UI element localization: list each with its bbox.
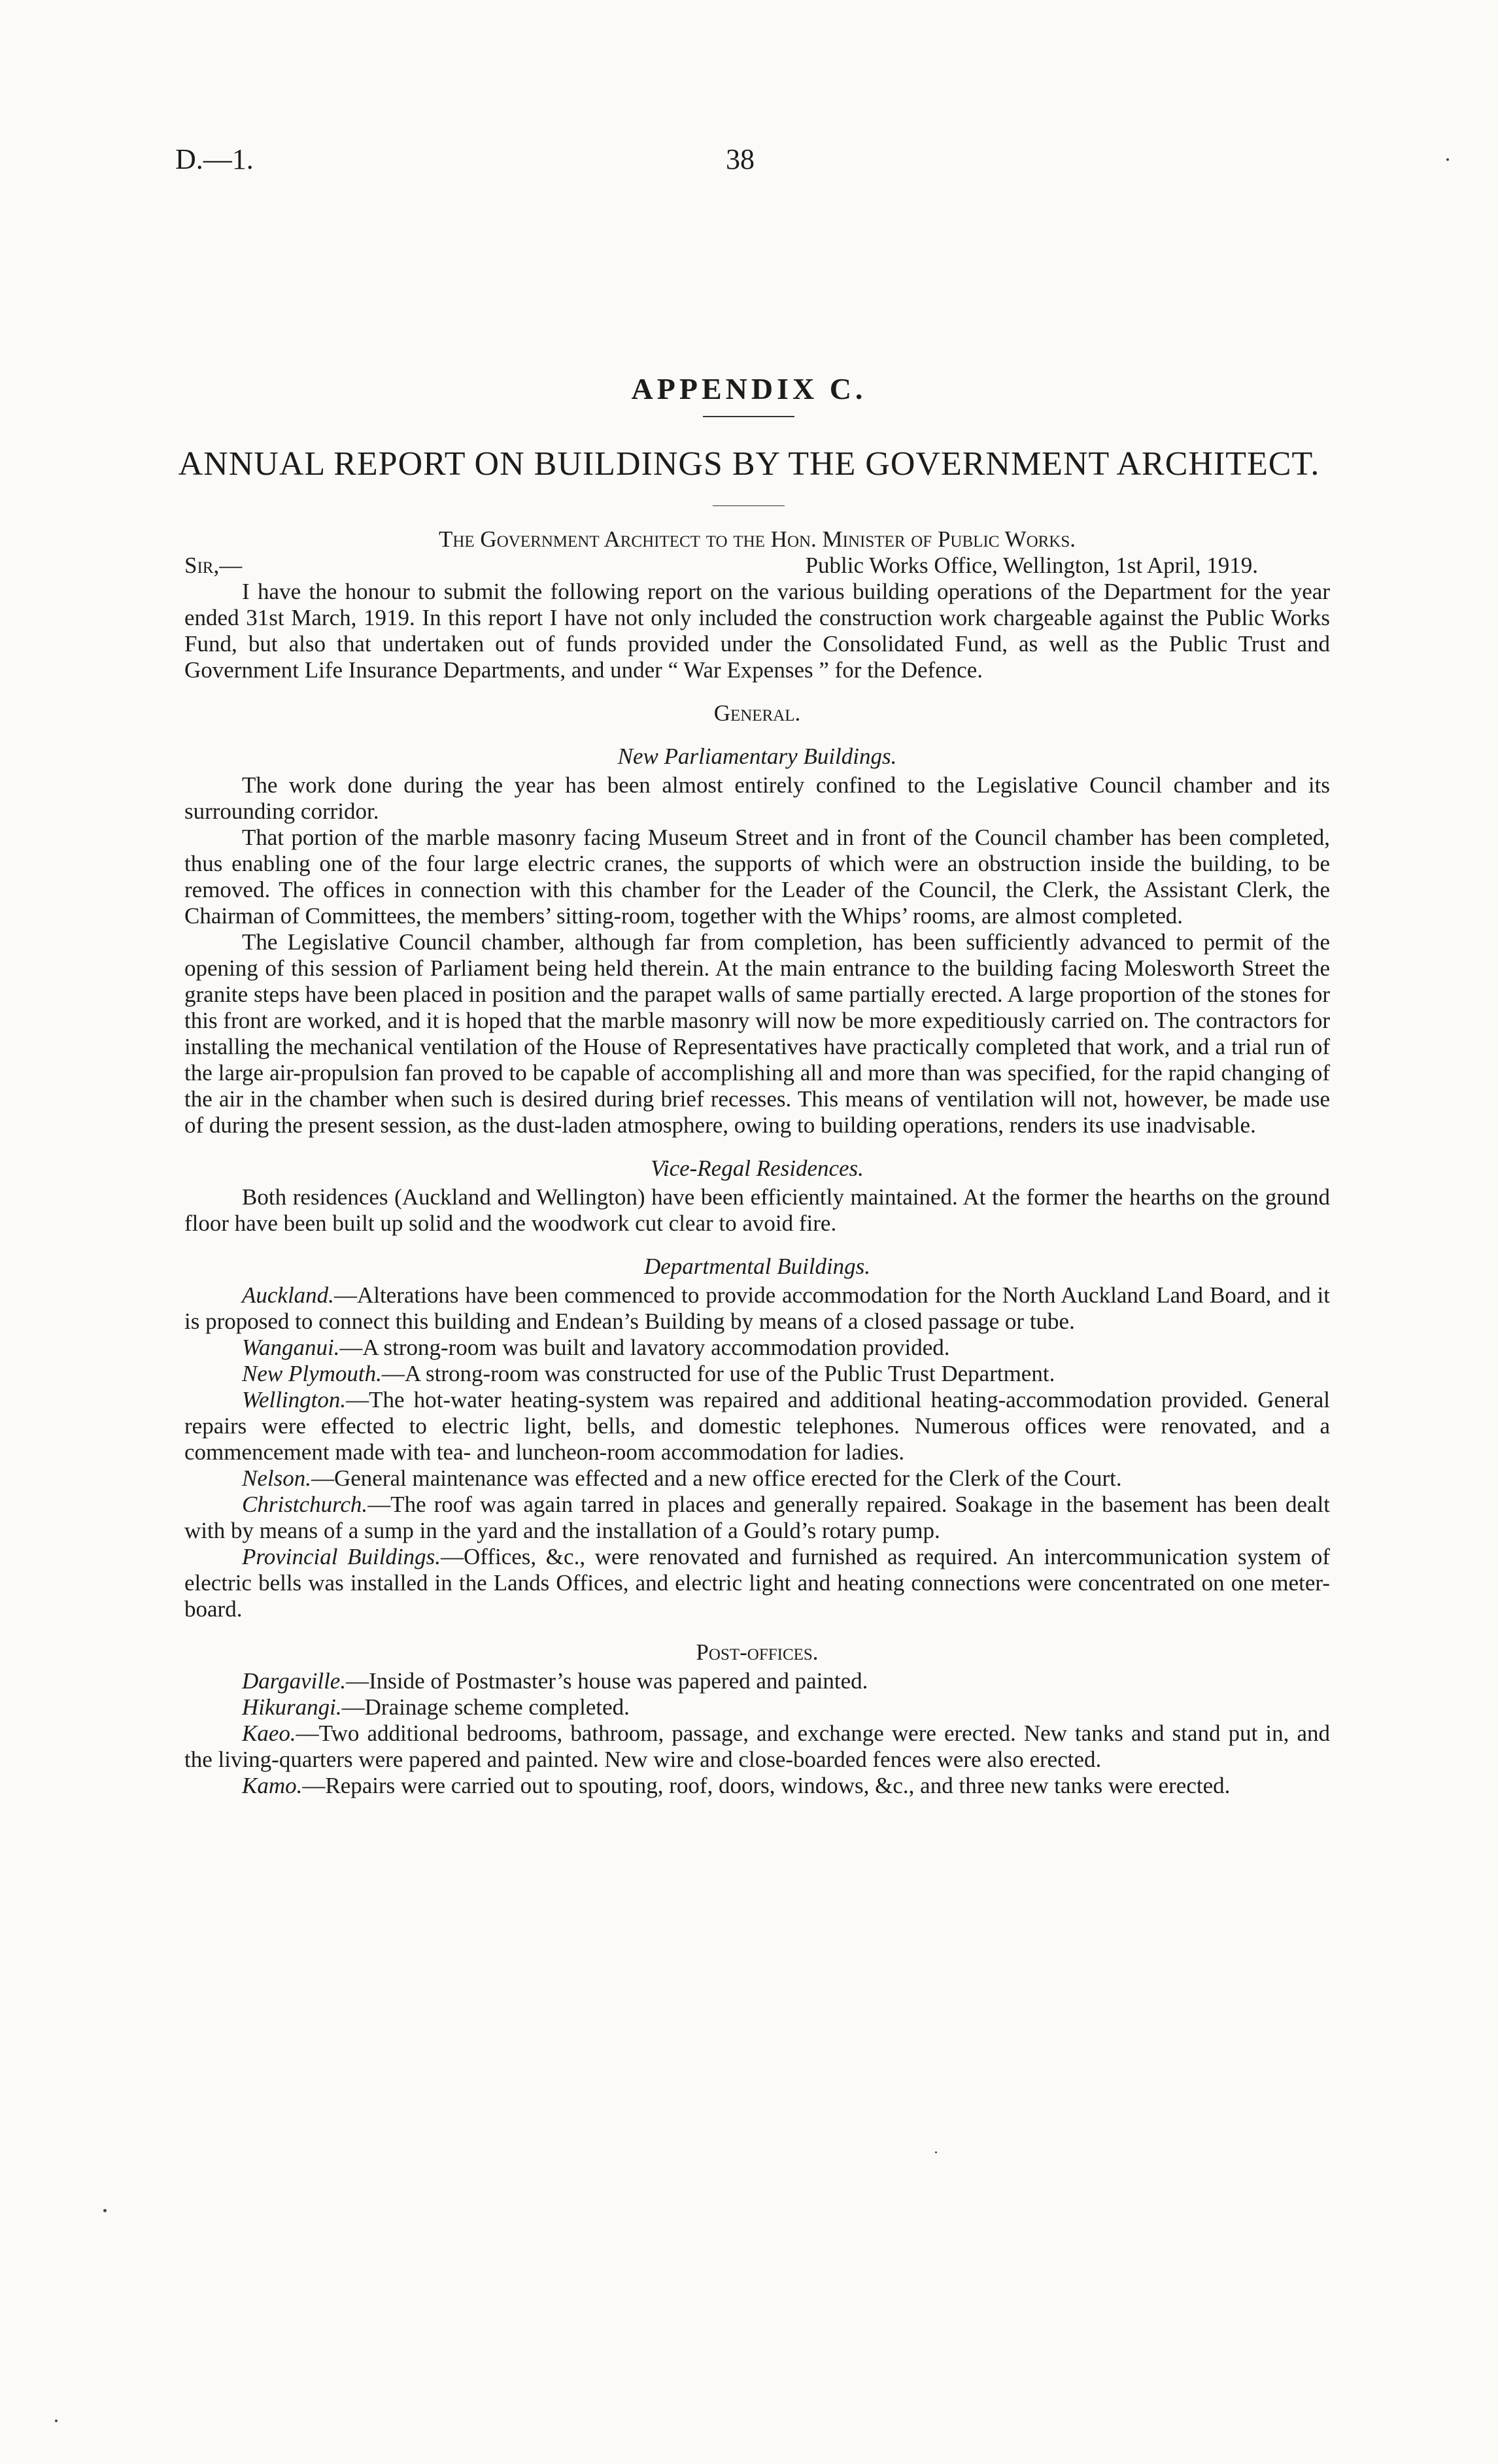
paragraph: The Legislative Council chamber, although far from completion, has been sufficiently advanced to permit of the opening of this session of Parliament being held therein. At the main entrance to the building facing Molesworth Street the granite steps have been placed in position and the parapet walls of same partially erected. A large proportion of the stones for this front are worked, and it is hoped that the marble masonry will now be more expeditiously carried on. The contractors for installing the mechanical ventilation of the House of Representatives have practically completed that work, and a trial run of the large air-propulsion fan proved to be capable of accomplishing all and more than was specified, for the rapid changing of the air in the chamber when such is desired during brief recesses. This means of ventilation will not, however, be made use of during the present session, as the dust-laden atmosphere, owing to building operations, renders its use inadvisable. — [184, 929, 1330, 1138]
scan-speck — [55, 2420, 58, 2422]
subheading-departmental: Departmental Buildings. — [643, 1254, 871, 1279]
report-title: ANNUAL REPORT ON BUILDINGS BY THE GOVERNMENT ARCHITECT. — [178, 445, 1320, 483]
list-item: Kamo.—Repairs were carried out to spouting, roof, doors, windows, &c., and three new tanks were erected. — [242, 1773, 1231, 1798]
section-heading-general: General. — [713, 700, 801, 726]
scan-speck — [1446, 158, 1449, 161]
subheading-parliamentary: New Parliamentary Buildings. — [617, 744, 897, 769]
section-heading-post-offices: Post-offices. — [696, 1639, 819, 1665]
list-item: Wanganui.—A strong-room was built and lavatory accommodation provided. — [242, 1335, 950, 1360]
paragraph: Both residences (Auckland and Wellington) have been efficiently maintained. At the former the hearths on the ground floor have been built up solid and the woodwork cut clear to avoid fire. — [184, 1184, 1330, 1236]
appendix-title: APPENDIX C. — [631, 372, 867, 405]
letter-addressee: The Government Architect to the Hon. Minister of Public Works. — [438, 526, 1076, 552]
list-item: Dargaville.—Inside of Postmaster’s house was papered and painted. — [242, 1668, 868, 1694]
list-item: Nelson.—General maintenance was effected and a new office erected for the Clerk of the Court. — [242, 1465, 1122, 1491]
subheading-vice-regal: Vice-Regal Residences. — [651, 1155, 864, 1181]
salutation: Sir,— — [184, 553, 243, 578]
paragraph: The work done during the year has been almost entirely confined to the Legislative Council chamber and its surrounding corridor. — [184, 772, 1330, 824]
list-item: Kaeo.—Two additional bedrooms, bathroom, passage, and exchange were erected. New tanks and stand put in, and the living-quarters were papered and painted. New wire and close-boarded fences were also erected. — [184, 1720, 1330, 1772]
list-item: Auckland.—Alterations have been commenced to provide accommodation for the North Auckland Land Board, and it is proposed to connect this building and Endean’s Building by means of a closed passage or tube. — [184, 1282, 1330, 1334]
report-body — [184, 526, 1330, 1799]
list-item: Provincial Buildings.—Offices, &c., were renovated and furnished as required. An intercommunication system of electric bells was installed in the Lands Offices, and electric light and heating connections were concentrated on one meter-board. — [184, 1544, 1330, 1622]
document-reference: D.—1. — [175, 143, 254, 175]
scan-speck — [935, 2151, 937, 2153]
intro-paragraph: I have the honour to submit the following report on the various building operations of the Department for the year ended 31st March, 1919. In this report I have not only included the construction work chargeable against the Public Works Fund, but also that undertaken out of funds provided under the Consolidated Fund, as well as the Public Trust and Government Life Insurance Departments, and under “ War Expenses ” for the Defence. — [184, 579, 1330, 683]
salutation-line — [184, 553, 1330, 579]
page-number: 38 — [726, 143, 755, 175]
paragraph: That portion of the marble masonry facing Museum Street and in front of the Council chamber has been completed, thus enabling one of the four large electric cranes, the supports of which were an obstruction inside the building, to be removed. The offices in connection with this chamber for the Leader of the Council, the Clerk, the Assistant Clerk, the Chairman of Committees, the members’ sitting-room, together with the Whips’ rooms, are almost completed. — [184, 825, 1330, 929]
title-divider — [703, 416, 794, 417]
subtitle-divider — [713, 505, 785, 506]
list-item: Wellington.—The hot-water heating-system was repaired and additional heating-accommodation provided. General repairs were effected to electric light, bells, and domestic telephones. Numerous offices were renovated, and a commencement made with tea- and luncheon-room accommodation for ladies. — [184, 1387, 1330, 1465]
list-item: Hikurangi.—Drainage scheme completed. — [242, 1694, 630, 1720]
place-date: Public Works Office, Wellington, 1st April, 1919. — [805, 553, 1258, 578]
list-item: New Plymouth.—A strong-room was constructed for use of the Public Trust Department. — [242, 1361, 1055, 1386]
scan-speck — [103, 2209, 107, 2212]
list-item: Christchurch.—The roof was again tarred in places and generally repaired. Soakage in the basement has been dealt with by means of a sump in the yard and the installation of a Gould’s rotary pump. — [184, 1492, 1330, 1543]
